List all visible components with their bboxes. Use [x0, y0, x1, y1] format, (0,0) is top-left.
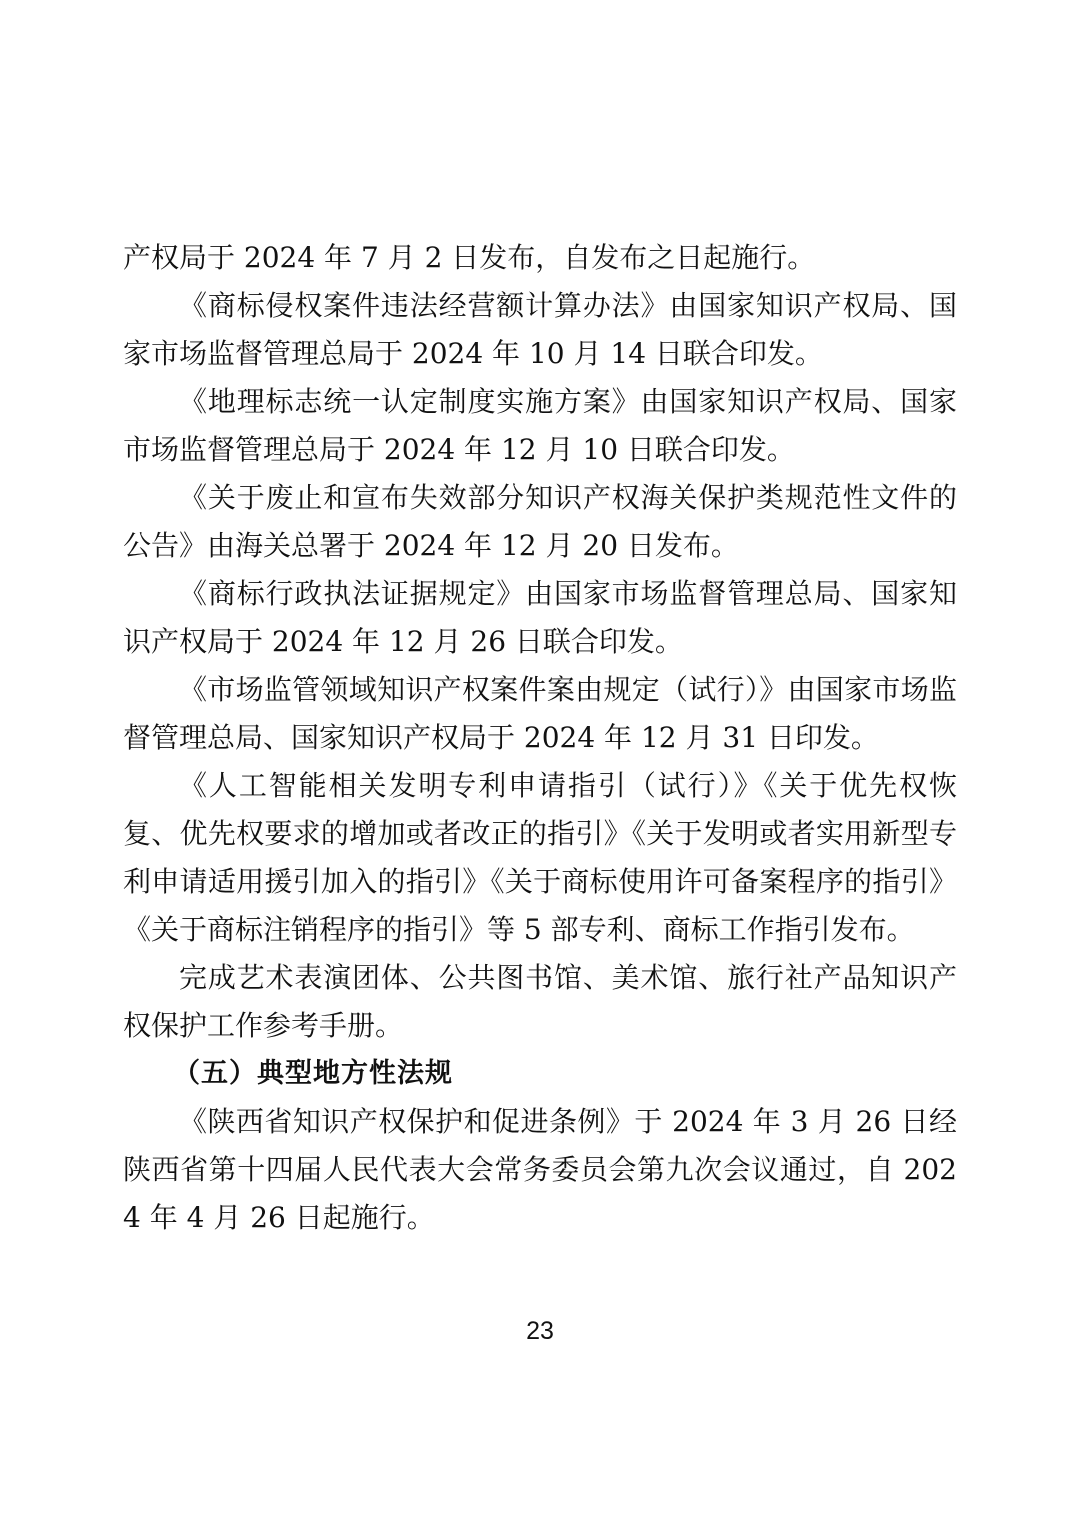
paragraph-customs-announcement: 《关于废止和宣布失效部分知识产权海关保护类规范性文件的公告》由海关总署于 2024 年 12 月 20 日发布。 — [123, 481, 957, 562]
paragraph-shaanxi-regulation: 《陕西省知识产权保护和促进条例》于 2024 年 3 月 26 日经陕西省第十四届人民代表大会常务委员会第九次会议通过，自 2024 年 4 月 26 日起施行。 — [123, 1105, 957, 1234]
page-number: 23 — [526, 1317, 554, 1345]
document-body — [123, 234, 957, 1242]
paragraph-continuation: 产权局于 2024 年 7 月 2 日发布，自发布之日起施行。 — [123, 241, 816, 274]
paragraph-case-cause-rules: 《市场监管领域知识产权案件案由规定（试行）》由国家市场监督管理总局、国家知识产权局于 2024 年 12 月 31 日印发。 — [123, 673, 957, 754]
paragraph-reference-manuals: 完成艺术表演团体、公共图书馆、美术馆、旅行社产品知识产权保护工作参考手册。 — [123, 961, 957, 1042]
paragraph-work-guidelines: 《人工智能相关发明专利申请指引（试行）》《关于优先权恢复、优先权要求的增加或者改正的指引》《关于发明或者实用新型专利申请适用援引加入的指引》《关于商标使用许可备案程序的指引》《关于商标注销程序的指引》等 5 部专利、商标工作指引发布。 — [123, 769, 957, 946]
paragraph-geographical-indication-plan: 《地理标志统一认定制度实施方案》由国家知识产权局、国家市场监督管理总局于 2024 年 12 月 10 日联合印发。 — [123, 385, 957, 466]
section-heading: （五）典型地方性法规 — [173, 1058, 453, 1089]
paragraph-trademark-evidence-rules: 《商标行政执法证据规定》由国家市场监督管理总局、国家知识产权局于 2024 年 12 月 26 日联合印发。 — [123, 577, 957, 658]
paragraph-trademark-infringement-calculation: 《商标侵权案件违法经营额计算办法》由国家知识产权局、国家市场监督管理总局于 2024 年 10 月 14 日联合印发。 — [123, 289, 957, 370]
